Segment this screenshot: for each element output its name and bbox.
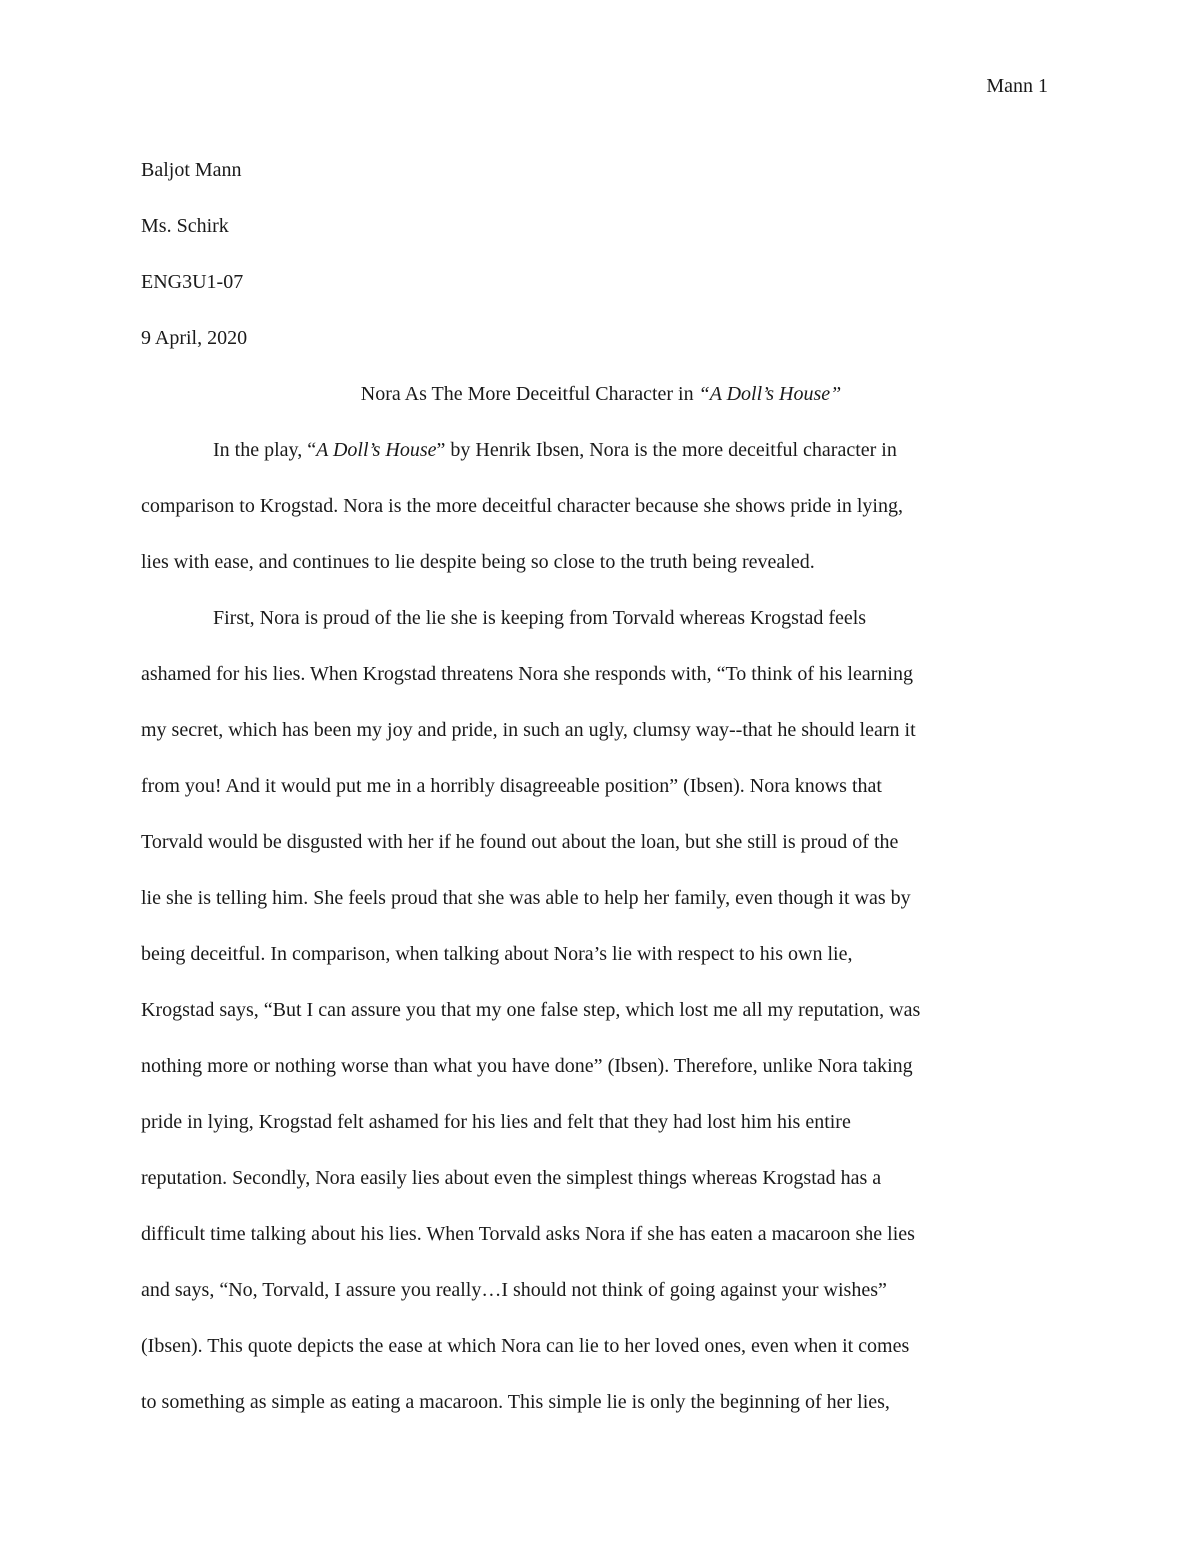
essay-body: [141, 142, 1061, 1430]
paragraph-line: [141, 422, 1061, 478]
paragraph-line: First, Nora is proud of the lie she is keeping from Torvald whereas Krogstad feels: [213, 607, 867, 629]
paragraph-line: from you! And it would put me in a horribly disagreeable position” (Ibsen). Nora knows that: [141, 775, 882, 797]
paragraph-line: reputation. Secondly, Nora easily lies about even the simplest things whereas Krogstad has a: [141, 1167, 882, 1189]
intro-line1-end: ” by Henrik Ibsen, Nora is the more deceitful character in: [436, 439, 897, 461]
paragraph-line: pride in lying, Krogstad felt ashamed for his lies and felt that they had lost him his entire: [141, 1111, 851, 1133]
paragraph-line: difficult time talking about his lies. When Torvald asks Nora if she has eaten a macaroon she lies: [141, 1223, 915, 1245]
paragraph-intro: [141, 422, 1061, 590]
student-name: Baljot Mann: [141, 159, 242, 181]
title-prefix: Nora As The More Deceitful Character in: [360, 383, 699, 405]
paragraph-line: lie she is telling him. She feels proud that she was able to help her family, even though it was by: [141, 887, 911, 909]
paragraph-line: (Ibsen). This quote depicts the ease at which Nora can lie to her loved ones, even when it comes: [141, 1335, 910, 1357]
paragraph-line: Krogstad says, “But I can assure you that my one false step, which lost me all my reputation, was: [141, 999, 921, 1021]
teacher-name: Ms. Schirk: [141, 215, 229, 237]
paragraph-line: lies with ease, and continues to lie despite being so close to the truth being revealed.: [141, 551, 815, 573]
essay-date: 9 April, 2020: [141, 327, 248, 349]
running-head: Mann 1: [986, 75, 1048, 97]
paragraph-line: ashamed for his lies. When Krogstad threatens Nora she responds with, “To think of his learning: [141, 663, 913, 685]
paragraph-line: Torvald would be disgusted with her if he found out about the loan, but she still is proud of the: [141, 831, 899, 853]
intro-work-title: A Doll’s House: [316, 439, 437, 461]
paragraph-line: being deceitful. In comparison, when talking about Nora’s lie with respect to his own lie,: [141, 943, 853, 965]
essay-title: [141, 366, 1061, 422]
paragraph-line: comparison to Krogstad. Nora is the more deceitful character because she shows pride in lying,: [141, 495, 903, 517]
paragraph-line: and says, “No, Torvald, I assure you really…I should not think of going against your wishes”: [141, 1279, 887, 1301]
intro-line1-start: In the play, “: [213, 439, 317, 461]
course-code: ENG3U1-07: [141, 271, 244, 293]
paragraph-line: to something as simple as eating a macaroon. This simple lie is only the beginning of her lies,: [141, 1391, 890, 1413]
title-work: “A Doll’s House”: [698, 383, 842, 405]
paragraph-line: nothing more or nothing worse than what you have done” (Ibsen). Therefore, unlike Nora taking: [141, 1055, 913, 1077]
paragraph-body: [141, 590, 1061, 1430]
paragraph-line: my secret, which has been my joy and pride, in such an ugly, clumsy way--that he should learn it: [141, 719, 916, 741]
